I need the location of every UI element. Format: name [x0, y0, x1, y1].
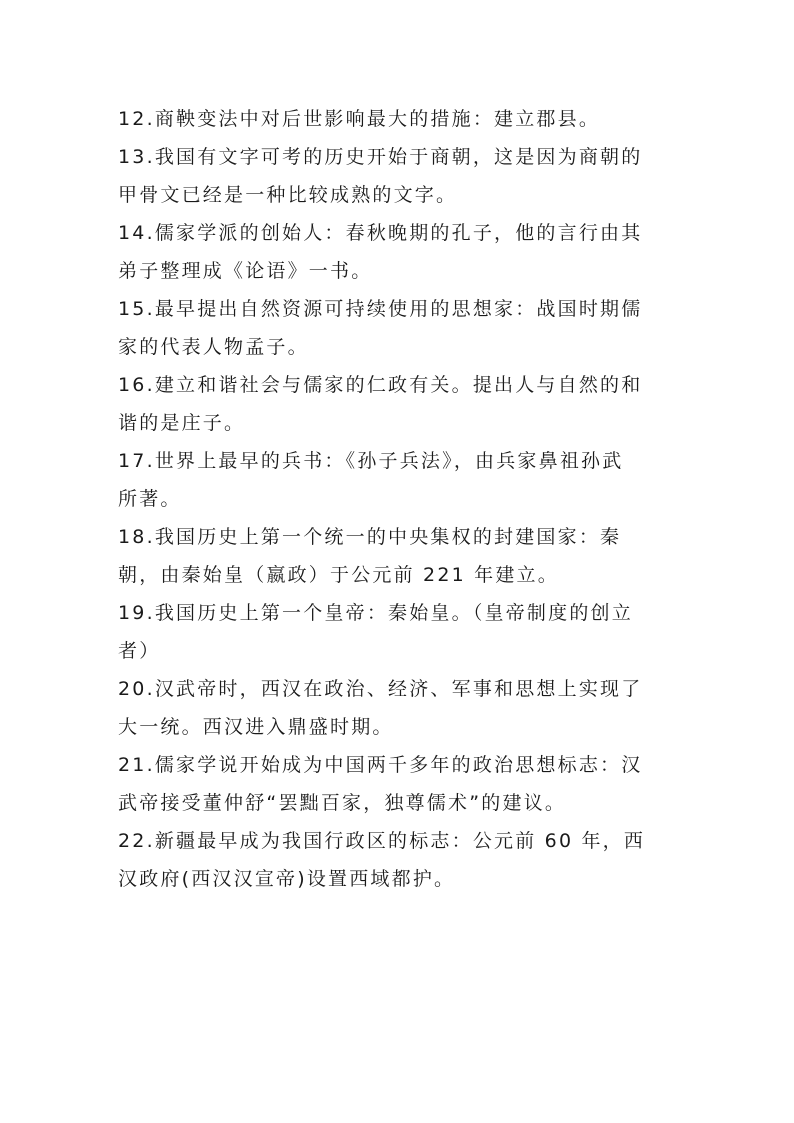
text-line-18a: 18.我国历史上第一个统一的中央集权的封建国家：秦: [118, 526, 622, 548]
text-line-12a: 12.商鞅变法中对后世影响最大的措施：建立郡县。: [118, 108, 601, 130]
text-line-21b: 武帝接受董仲舒“罢黜百家，独尊儒术”的建议。: [118, 792, 567, 814]
text-line-13b: 甲骨文已经是一种比较成熟的文字。: [118, 184, 458, 206]
text-line-22a: 22.新疆最早成为我国行政区的标志：公元前 60 年，西: [118, 830, 646, 852]
text-line-14b: 弟子整理成《论语》一书。: [118, 260, 373, 282]
text-line-20b: 大一统。西汉进入鼎盛时期。: [118, 716, 394, 738]
text-line-17a: 17.世界上最早的兵书：《孙子兵法》，由兵家鼻祖孙武: [118, 450, 624, 472]
text-line-16b: 谐的是庄子。: [118, 412, 246, 434]
text-line-21a: 21.儒家学说开始成为中国两千多年的政治思想标志：汉: [118, 754, 643, 776]
text-line-14a: 14.儒家学派的创始人：春秋晚期的孔子，他的言行由其: [118, 222, 643, 244]
document-body: [118, 100, 688, 898]
text-line-17b: 所著。: [118, 488, 182, 510]
text-line-13a: 13.我国有文字可考的历史开始于商朝，这是因为商朝的: [118, 146, 643, 168]
text-line-19b: 者）: [118, 640, 161, 662]
text-line-19a: 19.我国历史上第一个皇帝：秦始皇。（皇帝制度的创立: [118, 602, 633, 624]
text-line-15b: 家的代表人物孟子。: [118, 336, 309, 358]
text-line-18b: 朝，由秦始皇（嬴政）于公元前 221 年建立。: [118, 564, 559, 586]
text-line-15a: 15.最早提出自然资源可持续使用的思想家：战国时期儒: [118, 298, 643, 320]
text-line-16a: 16.建立和谐社会与儒家的仁政有关。提出人与自然的和: [118, 374, 643, 396]
text-line-22b: 汉政府(西汉汉宣帝)设置西域都护。: [118, 868, 456, 890]
text-line-20a: 20.汉武帝时，西汉在政治、经济、军事和思想上实现了: [118, 678, 643, 700]
